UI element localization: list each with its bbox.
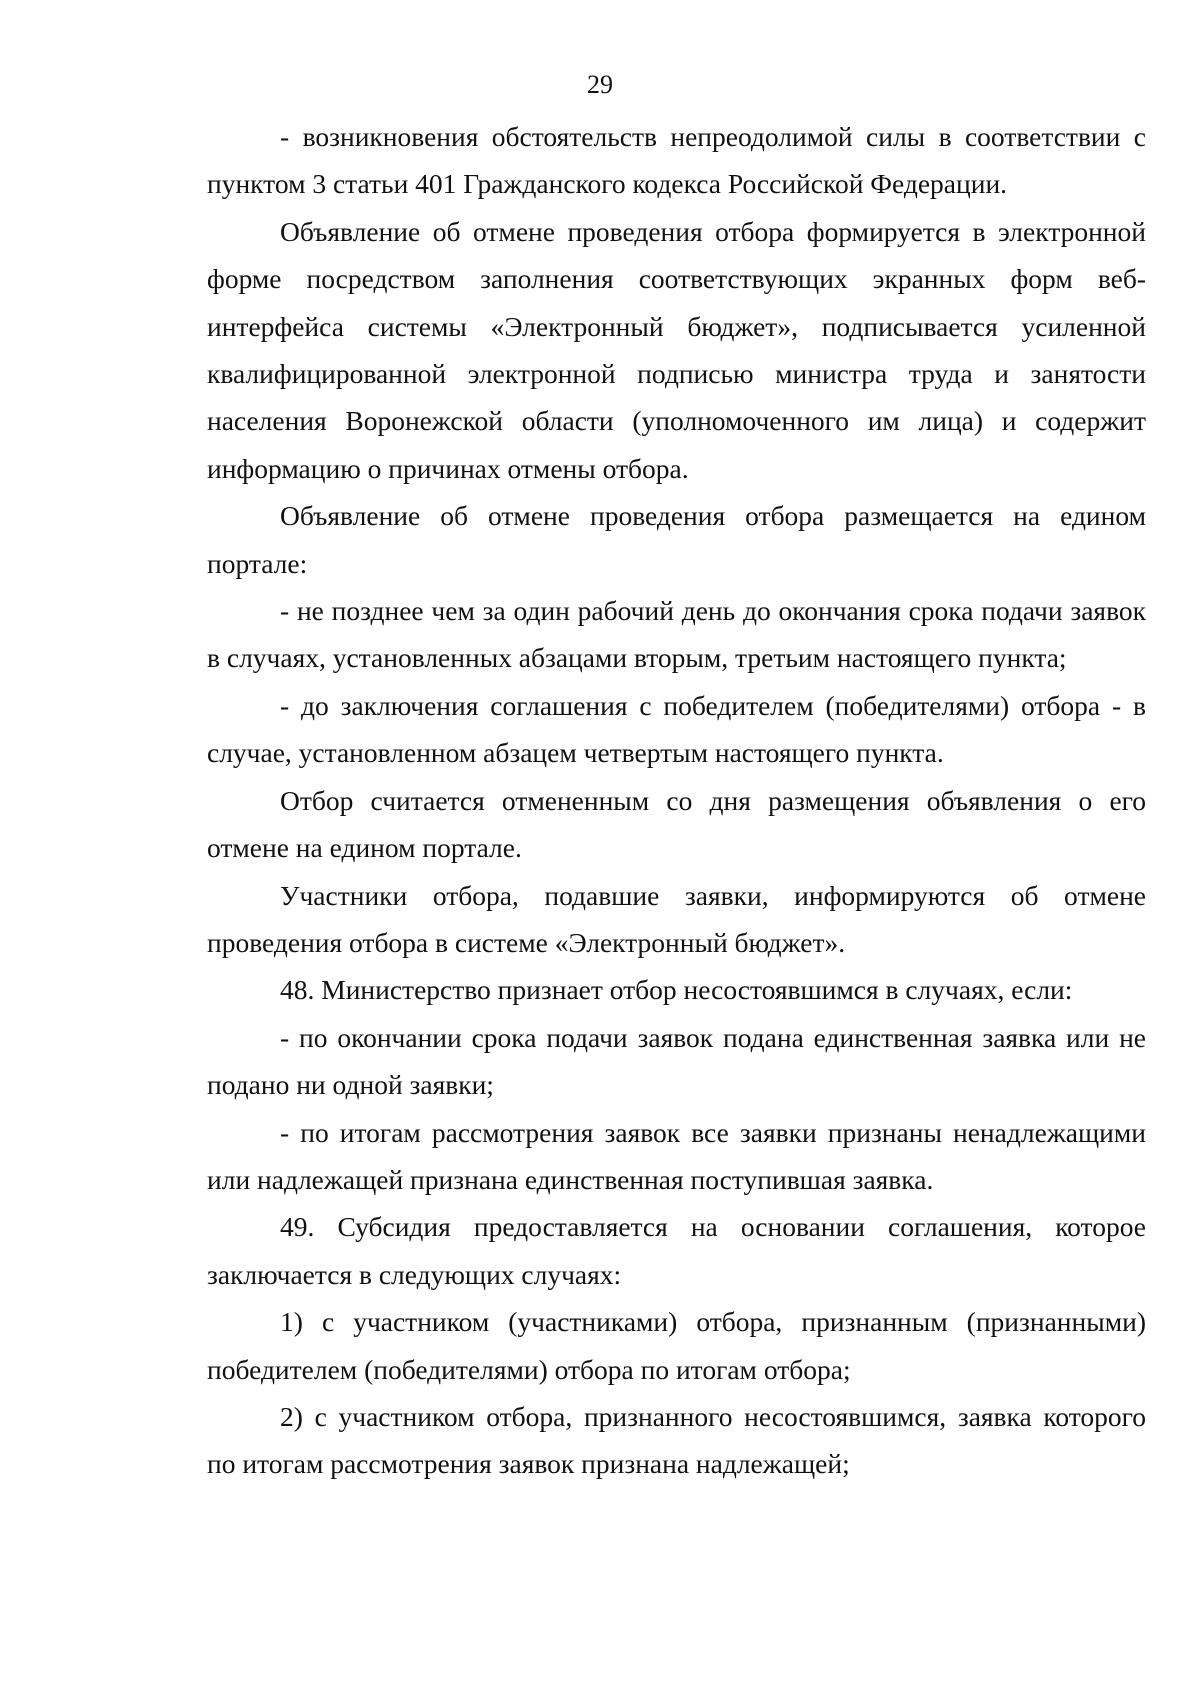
paragraph-selection-cancelled: Отбор считается отмененным со дня размещения объявления о его отмене на едином портале. xyxy=(207,784,1146,864)
paragraph-participants-informed: Участники отбора, подавшие заявки, информируются об отмене проведения отбора в системе «Электронный бюджет». xyxy=(207,879,1146,958)
paragraph-posting-before-agreement: - до заключения соглашения с победителем (победителями) отбора - в случае, установленном абзацем четвертым настоящего пункта. xyxy=(207,689,1146,769)
paragraph-applications-improper: - по итогам рассмотрения заявок все заявки признаны ненадлежащими или надлежащей признана единственная поступившая заявка. xyxy=(207,1116,1146,1195)
paragraph-posting-deadline: - не позднее чем за один рабочий день до окончания срока подачи заявок в случаях, установленных абзацами вторым, третьим настоящего пункта; xyxy=(207,595,1146,674)
document-body xyxy=(207,113,1146,1488)
paragraph-cancellation-notice-form: Объявление об отмене проведения отбора формируется в электронной форме посредством заполнения соответствующих экранных форм веб-интерфейса системы «Электронный бюджет», подписывается усиленной квалифицированной электронной подписью министра труда и занятости населения Воронежской области (уполномоченного им лица) и содержит информацию о причинах отмены отбора. xyxy=(207,215,1146,484)
paragraph-cancellation-notice-posting: Объявление об отмене проведения отбора размещается на едином портале: xyxy=(207,500,1146,579)
paragraph-subitem-2: 2) с участником отбора, признанного несостоявшимся, заявка которого по итогам рассмотрения заявок признана надлежащей; xyxy=(207,1400,1146,1480)
paragraph-item-49: 49. Субсидия предоставляется на основании соглашения, которое заключается в следующих случаях: xyxy=(207,1211,1146,1290)
paragraph-force-majeure: - возникновения обстоятельств непреодолимой силы в соответствии с пунктом 3 статьи 401 Гражданского кодекса Российской Федерации. xyxy=(207,121,1146,200)
paragraph-item-48: 48. Министерство признает отбор несостоявшимся в случаях, если: xyxy=(280,974,1073,1006)
page-number: 29 xyxy=(587,70,613,99)
paragraph-subitem-1: 1) с участником (участниками) отбора, признанным (признанными) победителем (победителями) отбора по итогам отбора; xyxy=(207,1306,1146,1385)
paragraph-single-application: - по окончании срока подачи заявок подана единственная заявка или не подано ни одной заявки; xyxy=(207,1021,1146,1101)
